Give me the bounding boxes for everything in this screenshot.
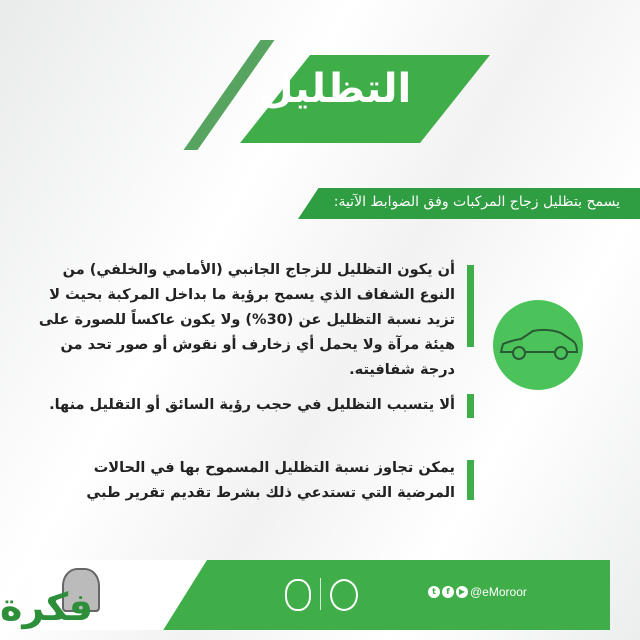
car-icon-circle [493, 300, 583, 390]
twitter-icon[interactable]: t [428, 586, 440, 598]
youtube-icon[interactable]: ▶ [456, 586, 468, 598]
bullet-bar [467, 394, 474, 418]
bullet-3: يمكن تجاوز نسبة التظليل المسموح بها في الحالات المرضية التي تستدعي ذلك بشرط تقديم تقرير طبي [86, 460, 455, 501]
car-icon [493, 300, 583, 390]
bullet-bar [467, 460, 474, 500]
subtitle: يسمح بتظليل زجاج المركبات وفق الضوابط الآتية: [333, 194, 620, 210]
bullet-2: ألا يتسبب التظليل في حجب رؤية السائق أو التقليل منها. [49, 397, 455, 413]
emblem-logo [330, 579, 358, 611]
page-title: التظليل [258, 66, 412, 112]
divider [320, 578, 321, 610]
ministry-logo [285, 579, 311, 611]
social-handle[interactable]: @eMoroor [470, 585, 527, 599]
bullet-bar [467, 265, 474, 347]
bullet-1: أن يكون التظليل للزجاج الجانبي (الأمامي والخلفي) من النوع الشفاف الذي يسمح برؤية ما بداخل المركبة بحيث لا تزيد نسبة التظليل عن (30%) ولا يكون عاكساً للصورة على هيئة مرآة ولا يحمل أي زخارف أو نقوش أو صور تحد من درجة شفافيته. [38, 262, 455, 378]
watermark-logo: فكرة [0, 585, 94, 629]
facebook-icon[interactable]: f [442, 586, 454, 598]
